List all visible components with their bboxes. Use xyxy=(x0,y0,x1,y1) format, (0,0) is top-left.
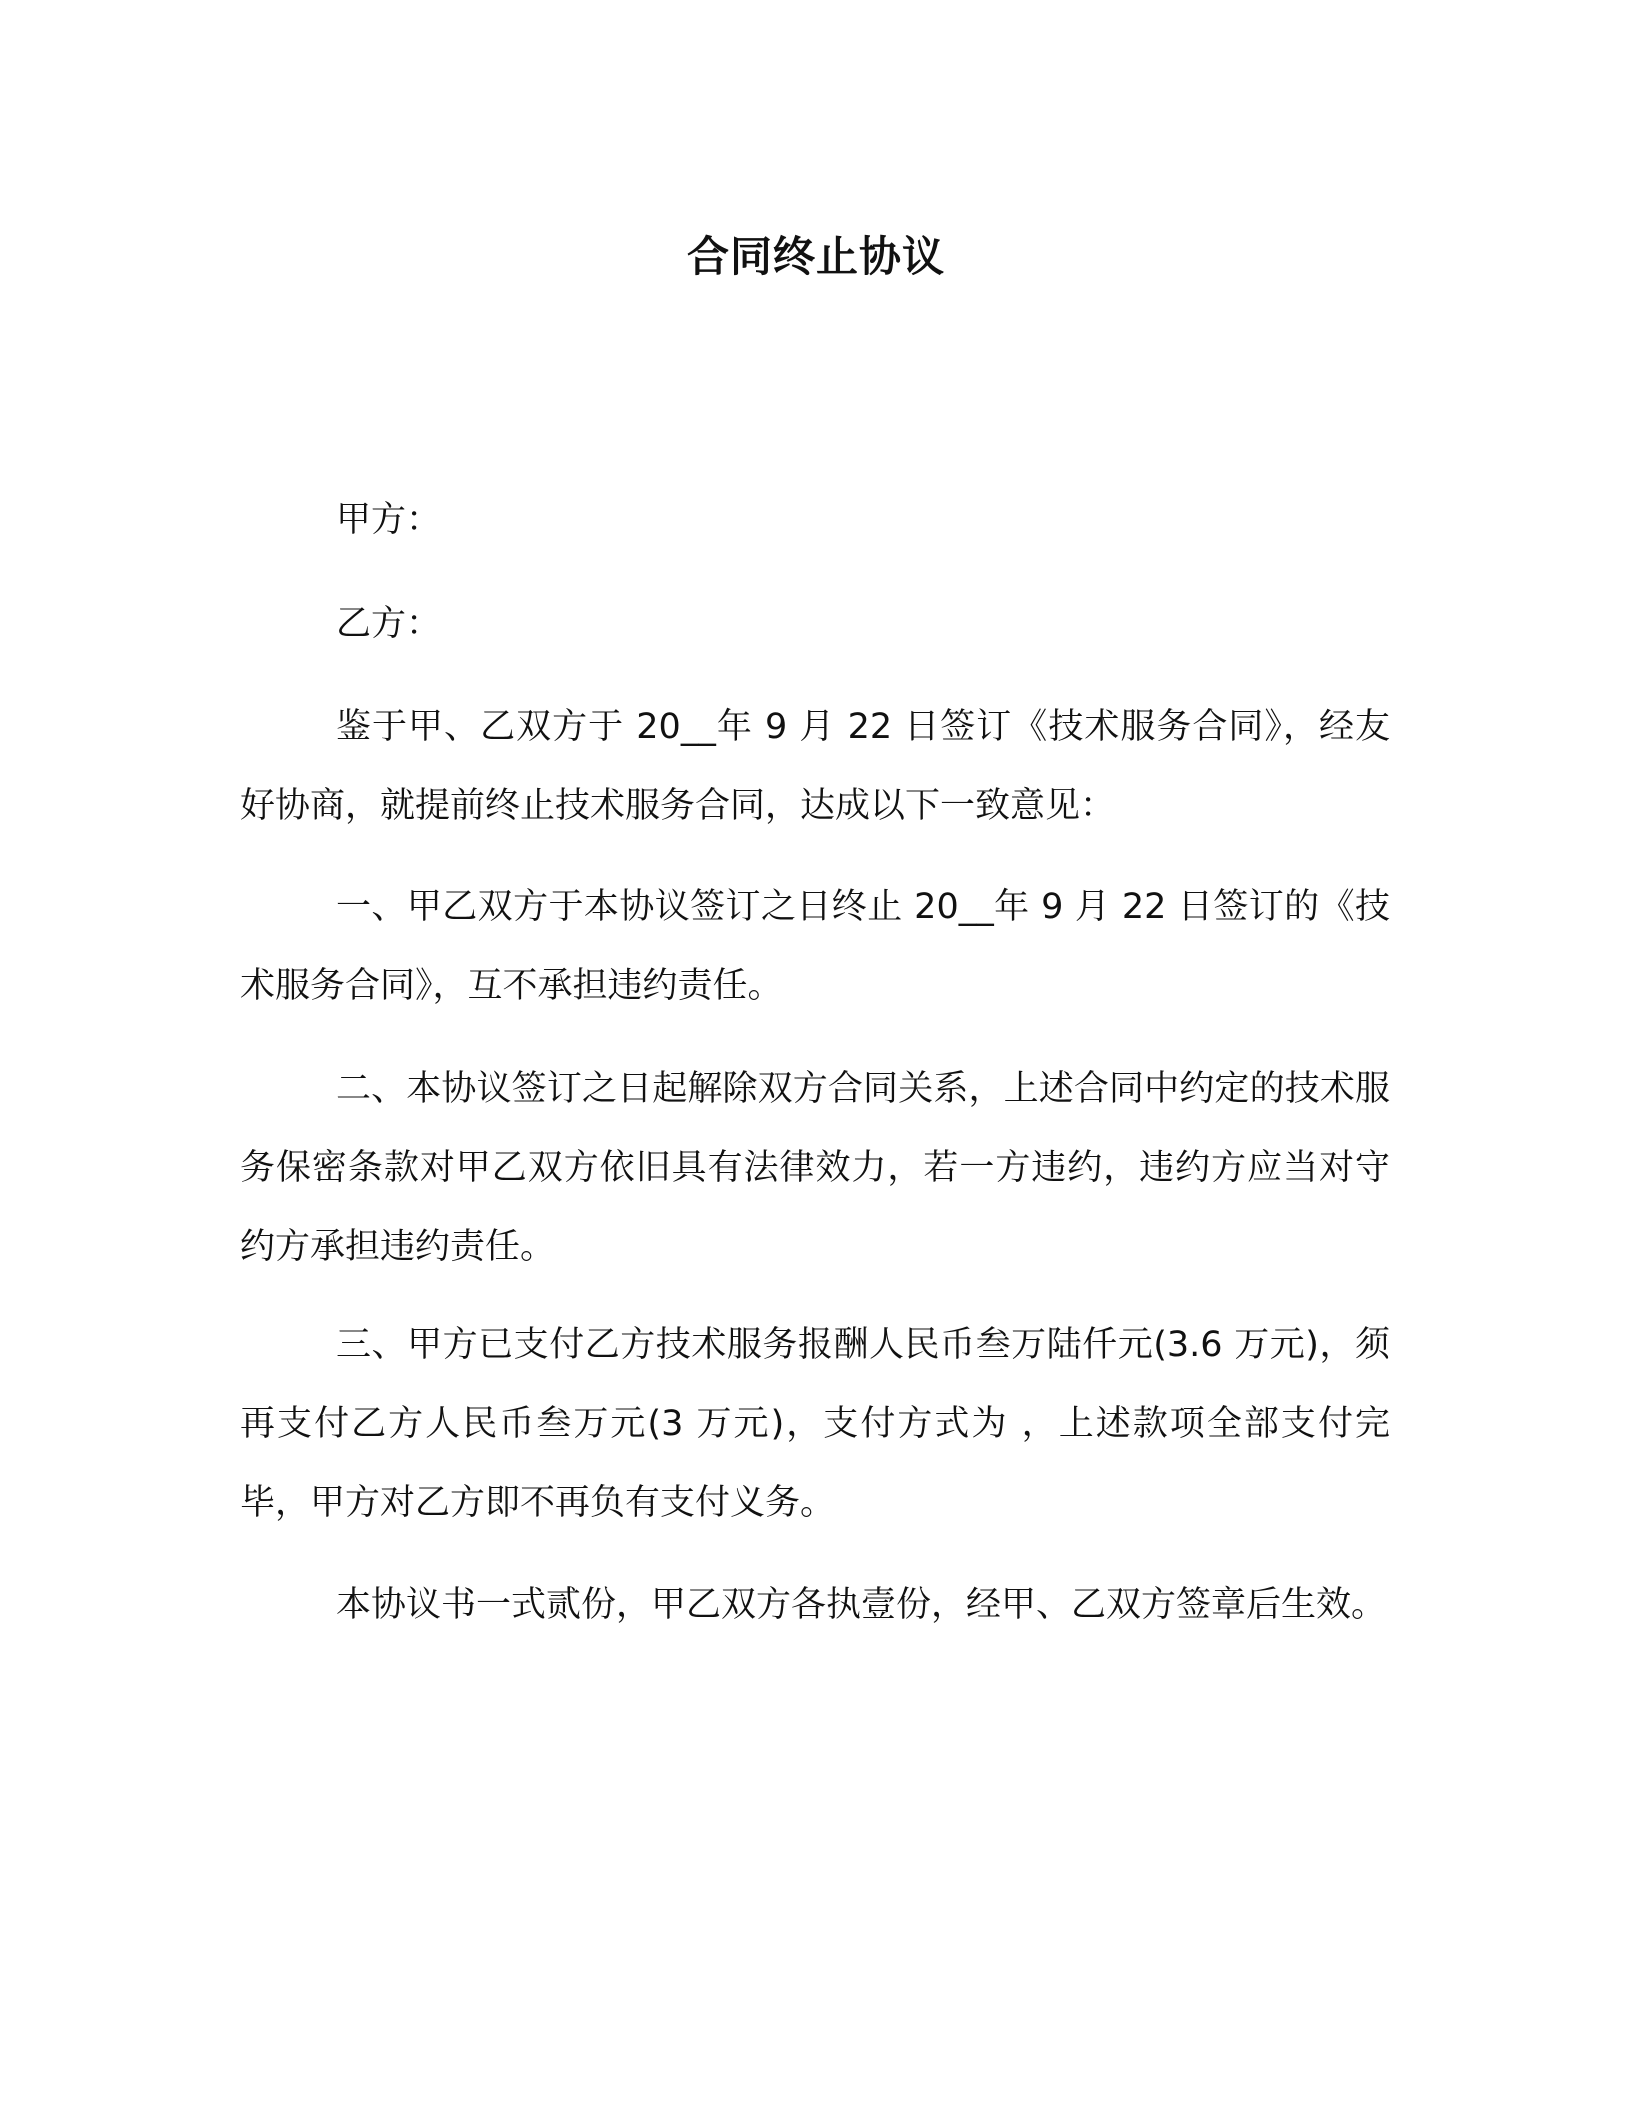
document-title: 合同终止协议 xyxy=(686,232,945,281)
clause-2-paragraph xyxy=(240,1050,1390,1287)
party-b-label: 乙方： xyxy=(336,604,442,644)
clause-3-text: 三、甲方已支付乙方技术服务报酬人民币叁万陆仟元(3.6 万元)，须再支付乙方人民币叁万元(3 万元)，支付方式为 ，上述款项全部支付完毕，甲方对乙方即不再负有支付义务。 xyxy=(240,1325,1390,1523)
party-a-label: 甲方： xyxy=(336,500,442,540)
clause-1-paragraph xyxy=(240,868,1390,1026)
clause-1-text: 一、甲乙双方于本协议签订之日终止 20__年 9 月 22 日签订的《技术服务合同》，互不承担违约责任。 xyxy=(240,887,1390,1006)
closing-paragraph xyxy=(240,1566,1390,1645)
intro-text: 鉴于甲、乙双方于 20__年 9 月 22 日签订《技术服务合同》，经友好协商，就提前终止技术服务合同，达成以下一致意见： xyxy=(240,707,1390,826)
clause-2-text: 二、本协议签订之日起解除双方合同关系，上述合同中约定的技术服务保密条款对甲乙双方依旧具有法律效力，若一方违约，违约方应当对守约方承担违约责任。 xyxy=(240,1069,1390,1267)
intro-paragraph xyxy=(240,688,1390,846)
closing-text: 本协议书一式贰份，甲乙双方各执壹份，经甲、乙双方签章后生效。 xyxy=(336,1585,1387,1625)
clause-3-paragraph xyxy=(240,1306,1390,1543)
